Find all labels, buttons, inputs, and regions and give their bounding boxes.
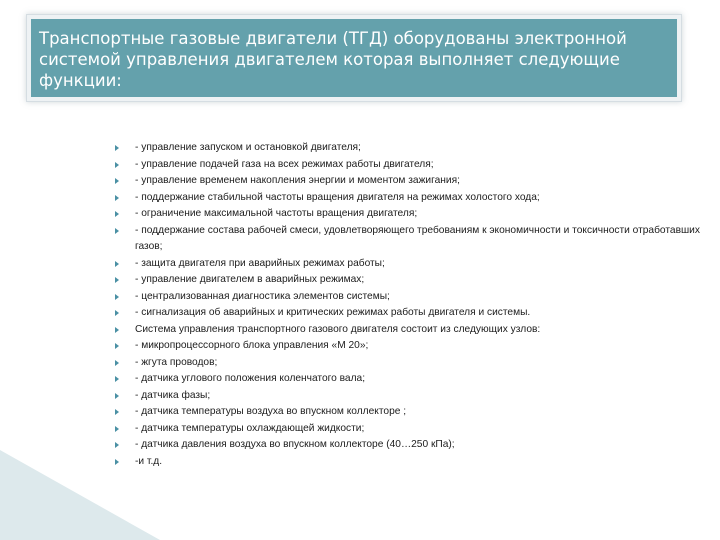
triangle-bullet-icon xyxy=(115,228,119,234)
triangle-bullet-icon xyxy=(115,393,119,399)
triangle-bullet-icon xyxy=(115,310,119,316)
list-item xyxy=(112,355,702,372)
triangle-bullet-icon xyxy=(115,162,119,168)
triangle-bullet-icon xyxy=(115,459,119,465)
triangle-bullet-icon xyxy=(115,442,119,448)
list-item xyxy=(112,305,702,322)
title-box xyxy=(31,19,677,97)
list-item xyxy=(112,173,702,190)
list-item xyxy=(112,289,702,306)
list-item-text: -и т.д. xyxy=(135,455,163,467)
list-item-text: - датчика температуры охлаждающей жидкости; xyxy=(135,422,365,434)
list-item xyxy=(112,388,702,405)
list-item-text: - защита двигателя при аварийных режимах работы; xyxy=(135,257,385,269)
list-item-text: - датчика фазы; xyxy=(135,389,211,401)
list-item xyxy=(112,454,702,471)
list-item-text: - датчика давления воздуха во впускном коллекторе (40…250 кПа); xyxy=(135,439,455,450)
triangle-bullet-icon xyxy=(115,145,119,151)
list-item-text: - поддержание стабильной частоты вращения двигателя на режимах холостого хода; xyxy=(135,191,540,203)
list-item xyxy=(112,338,702,355)
list-item-text: - ограничение максимальной частоты вращения двигателя; xyxy=(135,208,418,219)
slide-title: Транспортные газовые двигатели (ТГД) оборудованы электронной системой управления двигателем которая выполняет следующие функции: xyxy=(39,29,627,90)
triangle-bullet-icon xyxy=(115,195,119,201)
list-item xyxy=(112,140,702,157)
list-item-text: - жгута проводов; xyxy=(135,356,218,368)
list-item xyxy=(112,272,702,289)
list-item xyxy=(112,404,702,421)
title-frame xyxy=(26,14,682,102)
triangle-bullet-icon xyxy=(115,409,119,415)
triangle-bullet-icon xyxy=(115,178,119,184)
triangle-bullet-icon xyxy=(115,376,119,382)
triangle-bullet-icon xyxy=(115,426,119,432)
list-item-text: Система управления транспортного газового двигателя состоит из следующих узлов: xyxy=(135,323,541,335)
list-item-text: - управление двигателем в аварийных режимах; xyxy=(135,274,365,285)
list-item xyxy=(112,223,702,256)
list-item xyxy=(112,157,702,174)
list-item xyxy=(112,371,702,388)
list-item xyxy=(112,322,702,339)
list-item-text: - поддержание состава рабочей смеси, удовлетворяющего требованиям к экономичности и токсичности отработавших газов; xyxy=(135,224,700,252)
list-item xyxy=(112,206,702,223)
list-item-text: - микропроцессорного блока управления «М 20»; xyxy=(135,340,369,351)
list-item-text: - централизованная диагностика элементов системы; xyxy=(135,290,390,302)
list-item-text: - датчика углового положения коленчатого вала; xyxy=(135,373,366,384)
triangle-bullet-icon xyxy=(115,327,119,333)
list-item xyxy=(112,190,702,207)
list-item-text: - управление запуском и остановкой двигателя; xyxy=(135,142,361,153)
triangle-bullet-icon xyxy=(115,211,119,217)
list-item-text: - датчика температуры воздуха во впускном коллекторе ; xyxy=(135,406,407,417)
content-list xyxy=(112,140,702,470)
triangle-bullet-icon xyxy=(115,261,119,267)
list-item-text: - управление временем накопления энергии и моментом зажигания; xyxy=(135,175,460,186)
triangle-bullet-icon xyxy=(115,277,119,283)
triangle-bullet-icon xyxy=(115,294,119,300)
list-item xyxy=(112,256,702,273)
list-item xyxy=(112,437,702,454)
list-item xyxy=(112,421,702,438)
list-item-text: - управление подачей газа на всех режимах работы двигателя; xyxy=(135,158,434,170)
triangle-bullet-icon xyxy=(115,343,119,349)
list-item-text: - сигнализация об аварийных и критических режимах работы двигателя и системы. xyxy=(135,307,531,318)
triangle-bullet-icon xyxy=(115,360,119,366)
